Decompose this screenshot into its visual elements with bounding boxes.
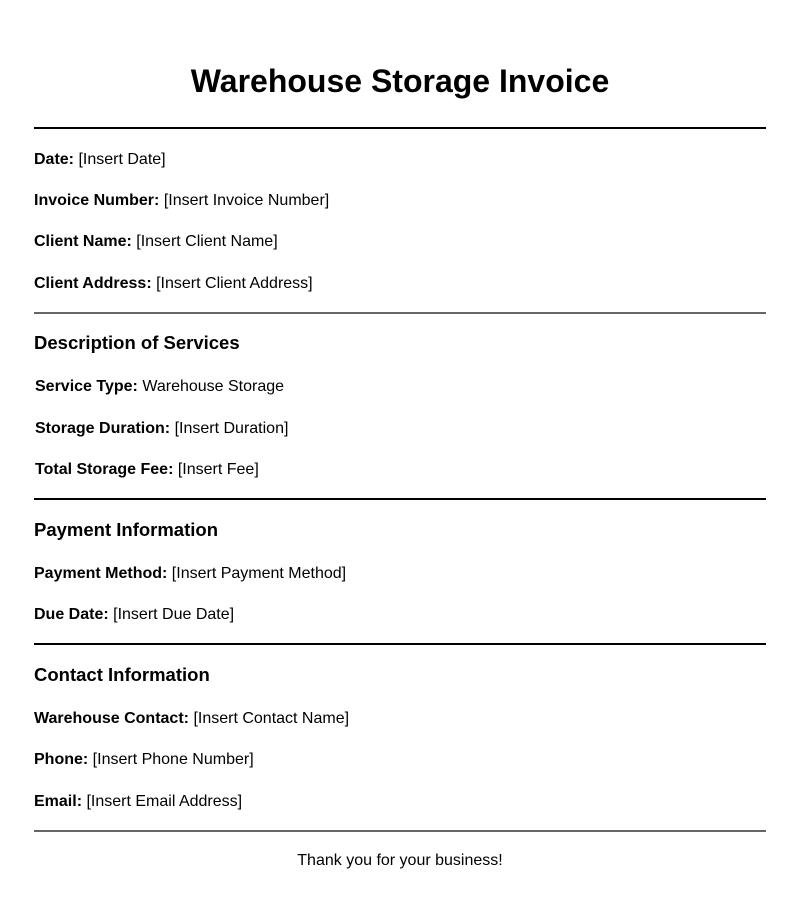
due-date-value: [Insert Due Date]: [113, 606, 235, 623]
email-value: [Insert Email Address]: [86, 793, 243, 810]
divider: [34, 127, 766, 129]
invoice-number-value: [Insert Invoice Number]: [163, 192, 330, 209]
payment-method-value: [Insert Payment Method]: [171, 565, 347, 582]
divider: [34, 830, 766, 832]
client-name-label: Client Name:: [34, 233, 132, 250]
thank-you-footer: Thank you for your business!: [297, 852, 503, 869]
warehouse-contact-label: Warehouse Contact:: [34, 710, 189, 727]
total-fee-field: [35, 460, 259, 480]
storage-duration-label: Storage Duration:: [35, 420, 171, 437]
storage-duration-value: [Insert Duration]: [174, 420, 289, 437]
date-value: [Insert Date]: [78, 151, 166, 168]
payment-heading: Payment Information: [34, 519, 218, 540]
service-type-field: [35, 377, 284, 397]
client-address-label: Client Address:: [34, 275, 152, 292]
invoice-number-field: [34, 191, 329, 211]
total-fee-label: Total Storage Fee:: [35, 461, 174, 478]
contact-heading: Contact Information: [34, 664, 210, 685]
phone-label: Phone:: [34, 751, 89, 768]
service-type-label: Service Type:: [35, 378, 138, 395]
client-name-field: [34, 232, 278, 252]
phone-field: [34, 750, 254, 770]
client-address-field: [34, 274, 313, 294]
divider: [34, 498, 766, 500]
date-label: Date:: [34, 151, 75, 168]
warehouse-contact-field: [34, 709, 349, 729]
payment-method-label: Payment Method:: [34, 565, 168, 582]
date-field: [34, 150, 166, 170]
payment-method-field: [34, 564, 346, 584]
warehouse-contact-value: [Insert Contact Name]: [193, 710, 350, 727]
email-field: [34, 792, 242, 812]
invoice-title: Warehouse Storage Invoice: [190, 63, 610, 99]
services-heading: Description of Services: [34, 332, 240, 353]
client-address-value: [Insert Client Address]: [156, 275, 313, 292]
due-date-field: [34, 605, 234, 625]
phone-value: [Insert Phone Number]: [92, 751, 254, 768]
storage-duration-field: [35, 419, 288, 439]
client-name-value: [Insert Client Name]: [136, 233, 278, 250]
service-type-value: Warehouse Storage: [142, 378, 285, 395]
email-label: Email:: [34, 793, 83, 810]
divider: [34, 643, 766, 645]
divider: [34, 312, 766, 314]
total-fee-value: [Insert Fee]: [177, 461, 259, 478]
due-date-label: Due Date:: [34, 606, 109, 623]
invoice-number-label: Invoice Number:: [34, 192, 160, 209]
